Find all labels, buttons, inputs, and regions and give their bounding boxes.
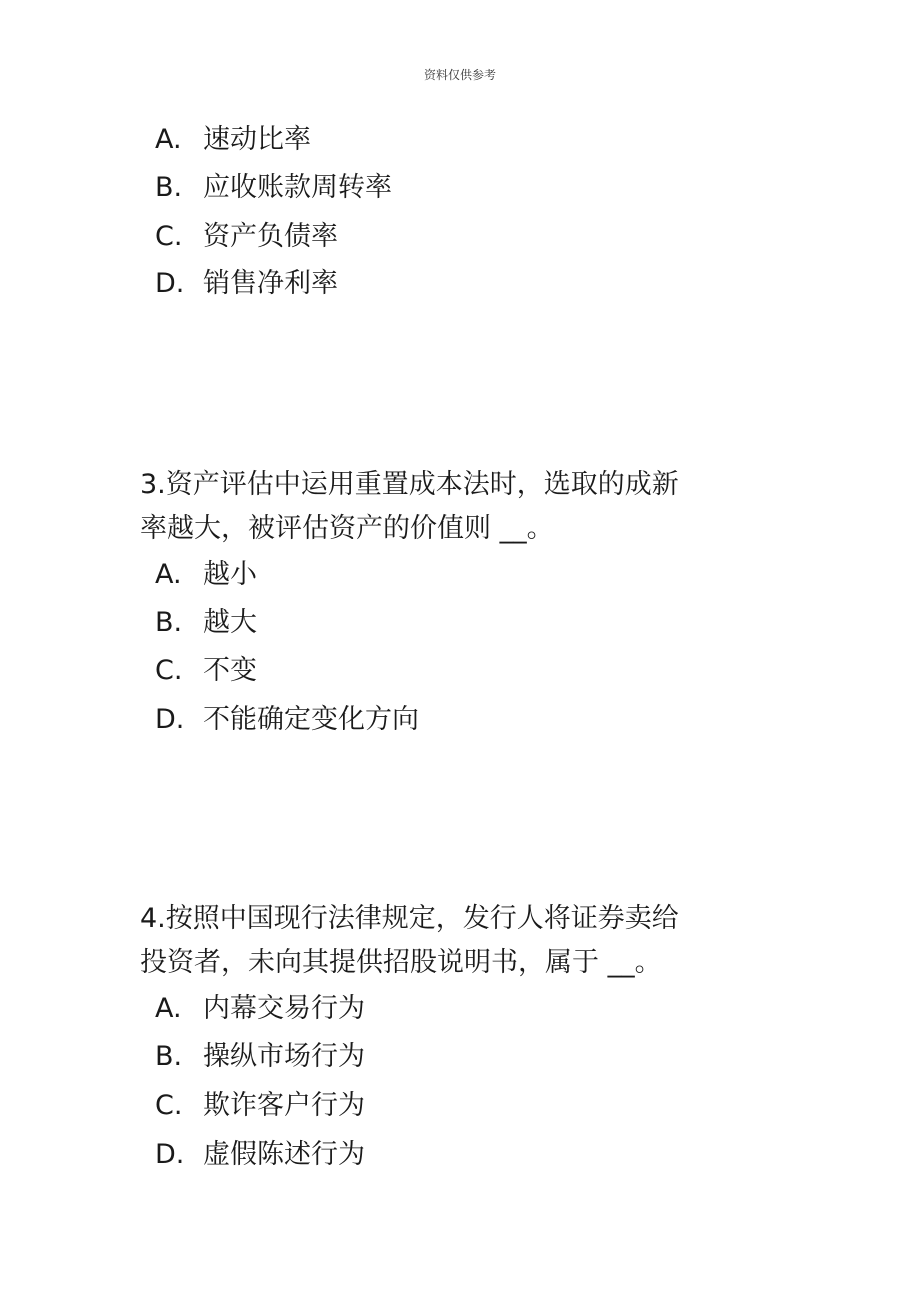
option-letter: B. — [155, 172, 183, 203]
option-letter: A. — [155, 124, 182, 155]
option-a[interactable] — [155, 555, 257, 595]
option-letter: C. — [155, 1090, 183, 1121]
option-d[interactable] — [155, 1135, 365, 1175]
option-text: 不能确定变化方向 — [203, 704, 419, 735]
option-letter: B. — [155, 1041, 183, 1072]
option-d[interactable] — [155, 264, 338, 304]
option-b[interactable] — [155, 603, 257, 643]
option-text: 欺诈客户行为 — [203, 1090, 365, 1121]
option-text: 越大 — [203, 607, 257, 638]
option-letter: B. — [155, 607, 183, 638]
option-letter: A. — [155, 993, 182, 1024]
option-letter: C. — [155, 655, 183, 686]
question-3-text — [140, 463, 740, 551]
option-text: 内幕交易行为 — [203, 993, 365, 1024]
option-letter: A. — [155, 559, 182, 590]
option-text: 不变 — [203, 655, 257, 686]
question-line: 3.资产评估中运用重置成本法时，选取的成新 — [140, 469, 679, 500]
option-a[interactable] — [155, 120, 311, 160]
option-letter: C. — [155, 221, 183, 252]
option-letter: D. — [155, 268, 185, 299]
question-line: 投资者，未向其提供招股说明书，属于 __。 — [140, 947, 662, 978]
option-a[interactable] — [155, 989, 365, 1029]
option-text: 虚假陈述行为 — [203, 1139, 365, 1170]
option-c[interactable] — [155, 651, 257, 691]
option-text: 应收账款周转率 — [203, 172, 392, 203]
option-letter: D. — [155, 704, 185, 735]
option-d[interactable] — [155, 700, 419, 740]
option-b[interactable] — [155, 1037, 365, 1077]
option-text: 资产负债率 — [203, 221, 338, 252]
option-c[interactable] — [155, 217, 338, 257]
question-line: 4.按照中国现行法律规定，发行人将证券卖给 — [140, 903, 679, 934]
option-text: 操纵市场行为 — [203, 1041, 365, 1072]
page-header: 资料仅供参考 — [423, 68, 496, 82]
option-text: 越小 — [203, 559, 257, 590]
question-4-text — [140, 897, 740, 985]
option-text: 速动比率 — [203, 124, 311, 155]
question-line: 率越大，被评估资产的价值则 __。 — [140, 513, 554, 544]
option-c[interactable] — [155, 1086, 365, 1126]
option-b[interactable] — [155, 168, 392, 208]
option-text: 销售净利率 — [203, 268, 338, 299]
option-letter: D. — [155, 1139, 185, 1170]
